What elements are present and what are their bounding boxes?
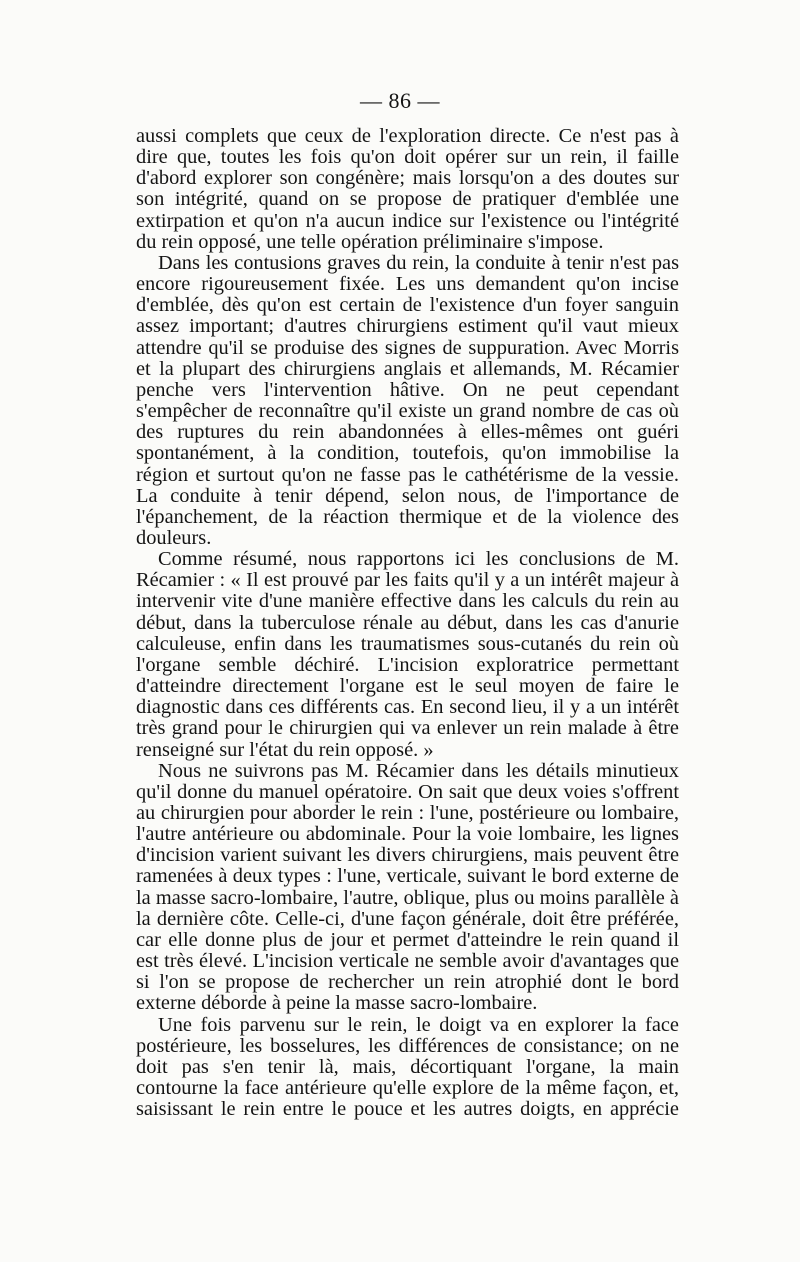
- paragraph: aussi complets que ceux de l'exploration directe. Ce n'est pas à dire que, toutes les fois qu'on doit opérer sur un rein, il faille d'abord explorer son congénère; mais lorsqu'on a des doutes sur son intégrité, quand on se propose de pratiquer d'emblée une extirpation et qu'on n'a aucun indice sur l'existence ou l'intégrité du rein opposé, une telle opération préliminaire s'impose.: [136, 125, 679, 253]
- page-number: — 86 —: [360, 88, 440, 113]
- paragraph: Comme résumé, nous rapportons ici les conclusions de M. Récamier : « Il est prouvé par les faits qu'il y a un intérêt majeur à intervenir vite d'une manière effective dans les calculs du rein au début, dans la tuberculose rénale au début, dans les cas d'anurie calculeuse, enfin dans les traumatismes sous-cutanés du rein où l'organe semble déchiré. L'incision exploratrice permettant d'atteindre directement l'organe est le seul moyen de faire le diagnostic dans ces différents cas. En second lieu, il y a un intérêt très grand pour le chirurgien qui va enlever un rein malade à être renseigné sur l'état du rein opposé. »: [136, 548, 679, 761]
- paragraph: Une fois parvenu sur le rein, le doigt va en explorer la face postérieure, les bosselures, les différences de consistance; on ne doit pas s'en tenir là, mais, décortiquant l'organe, la main contourne la face antérieure qu'elle explore de la même façon, et, saisissant le rein entre le pouce et les autres doigts, en apprécie: [136, 1013, 679, 1121]
- body-text: [136, 126, 679, 1120]
- paragraph: Nous ne suivrons pas M. Récamier dans les détails minutieux qu'il donne du manuel opératoire. On sait que deux voies s'offrent au chirurgien pour aborder le rein : l'une, postérieure ou lombaire, l'autre antérieure ou abdominale. Pour la voie lombaire, les lignes d'incision varient suivant les divers chirurgiens, mais peuvent être ramenées à deux types : l'une, verticale, suivant le bord externe de la masse sacro-lombaire, l'autre, oblique, plus ou moins parallèle à la dernière côte. Celle-ci, d'une façon générale, doit être préférée, car elle donne plus de jour et permet d'atteindre le rein quand il est très élevé. L'incision verticale ne semble avoir d'avantages que si l'on se propose de rechercher un rein atrophié dont le bord externe déborde à peine la masse sacro-lombaire.: [136, 759, 679, 1015]
- paragraph: Dans les contusions graves du rein, la conduite à tenir n'est pas encore rigoureusement fixée. Les uns demandent qu'on incise d'emblée, dès qu'on est certain de l'existence d'un foyer sanguin assez important; d'autres chirurgiens estiment qu'il vaut mieux attendre qu'il se produise des signes de suppuration. Avec Morris et la plupart des chirurgiens anglais et allemands, M. Récamier penche vers l'intervention hâtive. On ne peut cependant s'empêcher de reconnaître qu'il existe un grand nombre de cas où des ruptures du rein abandonnées à elles-mêmes ont guéri spontanément, à la condition, toutefois, qu'on immobilise la région et surtout qu'on ne fasse pas le cathétérisme de la vessie. La conduite à tenir dépend, selon nous, de l'importance de l'épanchement, de la réaction thermique et de la violence des douleurs.: [136, 251, 679, 549]
